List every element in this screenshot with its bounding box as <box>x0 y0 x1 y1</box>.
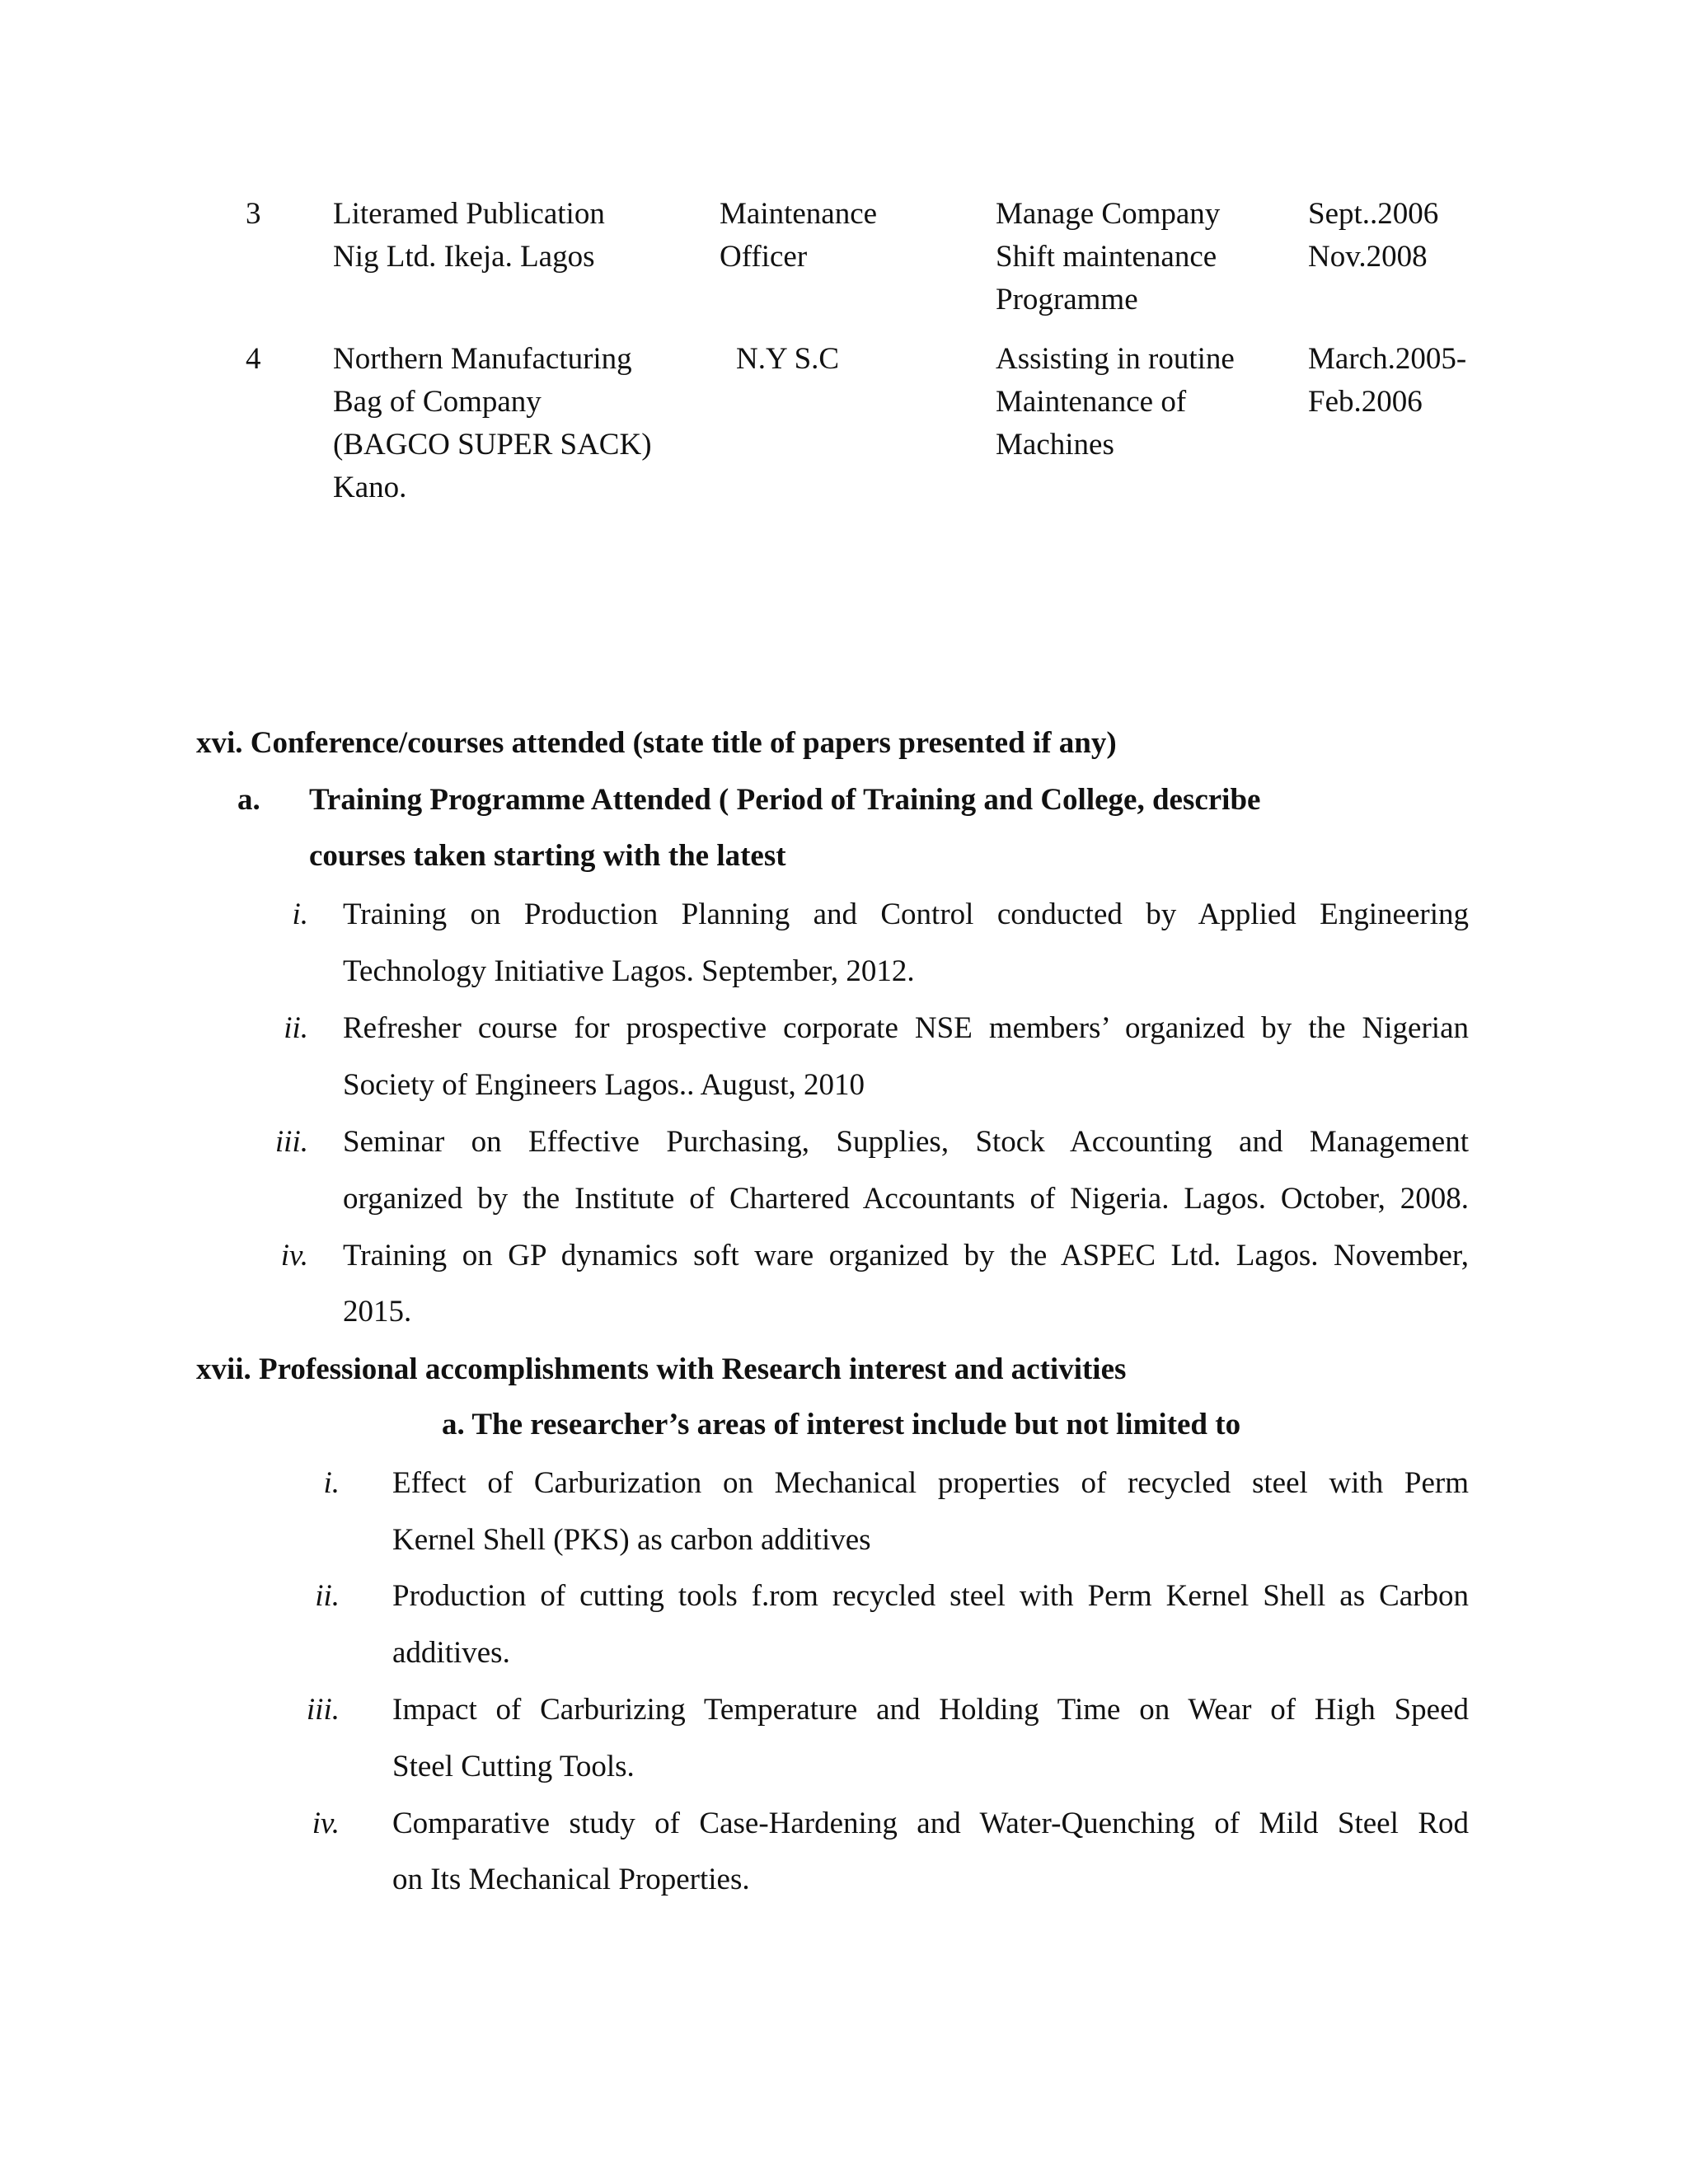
subsection-heading: Training Programme Attended ( Period of Training and College, describe <box>309 783 1261 817</box>
row-number: 4 <box>246 342 261 376</box>
list-numeral: i. <box>323 1466 340 1500</box>
section-heading: xvi. Conference/courses attended (state title of papers presented if any) <box>196 726 1117 760</box>
subsection-heading: courses taken starting with the latest <box>309 839 786 873</box>
list-numeral: iii. <box>274 1125 308 1159</box>
date-line: Nov.2008 <box>1308 240 1428 274</box>
subsection-heading: a. The researcher’s areas of interest include but not limited to <box>442 1408 1241 1441</box>
company-line: Nig Ltd. Ikeja. Lagos <box>333 240 595 274</box>
list-text: Training on GP dynamics soft ware organized by the ASPEC Ltd. Lagos. November, <box>343 1239 1469 1272</box>
list-numeral: iv. <box>312 1807 340 1840</box>
duty-cell <box>996 338 1235 466</box>
list-text: Technology Initiative Lagos. September, 2012. <box>343 954 915 988</box>
position-line: N.Y S.C <box>736 342 840 376</box>
list-numeral: iv. <box>280 1239 308 1272</box>
date-line: March.2005- <box>1308 342 1467 376</box>
list-text: Refresher course for prospective corporate NSE members’ organized by the Nigerian <box>343 1011 1469 1045</box>
list-text: on Its Mechanical Properties. <box>392 1863 750 1896</box>
company-line: Northern Manufacturing <box>333 342 632 376</box>
date-line: Feb.2006 <box>1308 385 1423 419</box>
list-numeral: ii. <box>284 1011 308 1045</box>
list-numeral: i. <box>292 898 308 931</box>
list-text: Society of Engineers Lagos.. August, 2010 <box>343 1068 865 1102</box>
section-heading: xvii. Professional accomplishments with Research interest and activities <box>196 1352 1127 1386</box>
company-line: Literamed Publication <box>333 197 605 231</box>
duty-line: Machines <box>996 428 1114 462</box>
date-line: Sept..2006 <box>1308 197 1439 231</box>
subsection-label: a. <box>237 783 260 817</box>
duty-line: Programme <box>996 283 1138 316</box>
position-cell <box>736 338 839 381</box>
company-line: (BAGCO SUPER SACK) <box>333 428 652 462</box>
company-line: Bag of Company <box>333 385 542 419</box>
list-text: Steel Cutting Tools. <box>392 1750 635 1783</box>
date-cell <box>1308 193 1438 279</box>
company-cell <box>333 338 652 509</box>
list-text: Impact of Carburizing Temperature and Holding Time on Wear of High Speed <box>392 1693 1469 1727</box>
company-line: Kano. <box>333 471 407 504</box>
company-cell <box>333 193 605 279</box>
position-line: Officer <box>720 240 808 274</box>
position-cell <box>720 193 877 279</box>
duty-line: Maintenance of <box>996 385 1187 419</box>
position-line: Maintenance <box>720 197 878 231</box>
list-text: Training on Production Planning and Control conducted by Applied Engineering <box>343 898 1469 931</box>
list-text: additives. <box>392 1636 510 1670</box>
list-text: Kernel Shell (PKS) as carbon additives <box>392 1523 871 1557</box>
list-text: 2015. <box>343 1295 412 1329</box>
list-text: Effect of Carburization on Mechanical properties of recycled steel with Perm <box>392 1466 1469 1500</box>
list-text: Production of cutting tools f.rom recycled steel with Perm Kernel Shell as Carbon <box>392 1579 1469 1613</box>
list-numeral: iii. <box>306 1693 340 1727</box>
duty-cell <box>996 193 1220 321</box>
duty-line: Assisting in routine <box>996 342 1235 376</box>
list-text: Comparative study of Case-Hardening and Water-Quenching of Mild Steel Rod <box>392 1807 1469 1840</box>
duty-line: Shift maintenance <box>996 240 1217 274</box>
list-text: Seminar on Effective Purchasing, Supplies, Stock Accounting and Management <box>343 1125 1469 1159</box>
list-text: organized by the Institute of Chartered Accountants of Nigeria. Lagos. October, 2008. <box>343 1182 1469 1216</box>
list-numeral: ii. <box>315 1579 340 1613</box>
row-number: 3 <box>246 197 261 231</box>
duty-line: Manage Company <box>996 197 1221 231</box>
date-cell <box>1308 338 1466 424</box>
